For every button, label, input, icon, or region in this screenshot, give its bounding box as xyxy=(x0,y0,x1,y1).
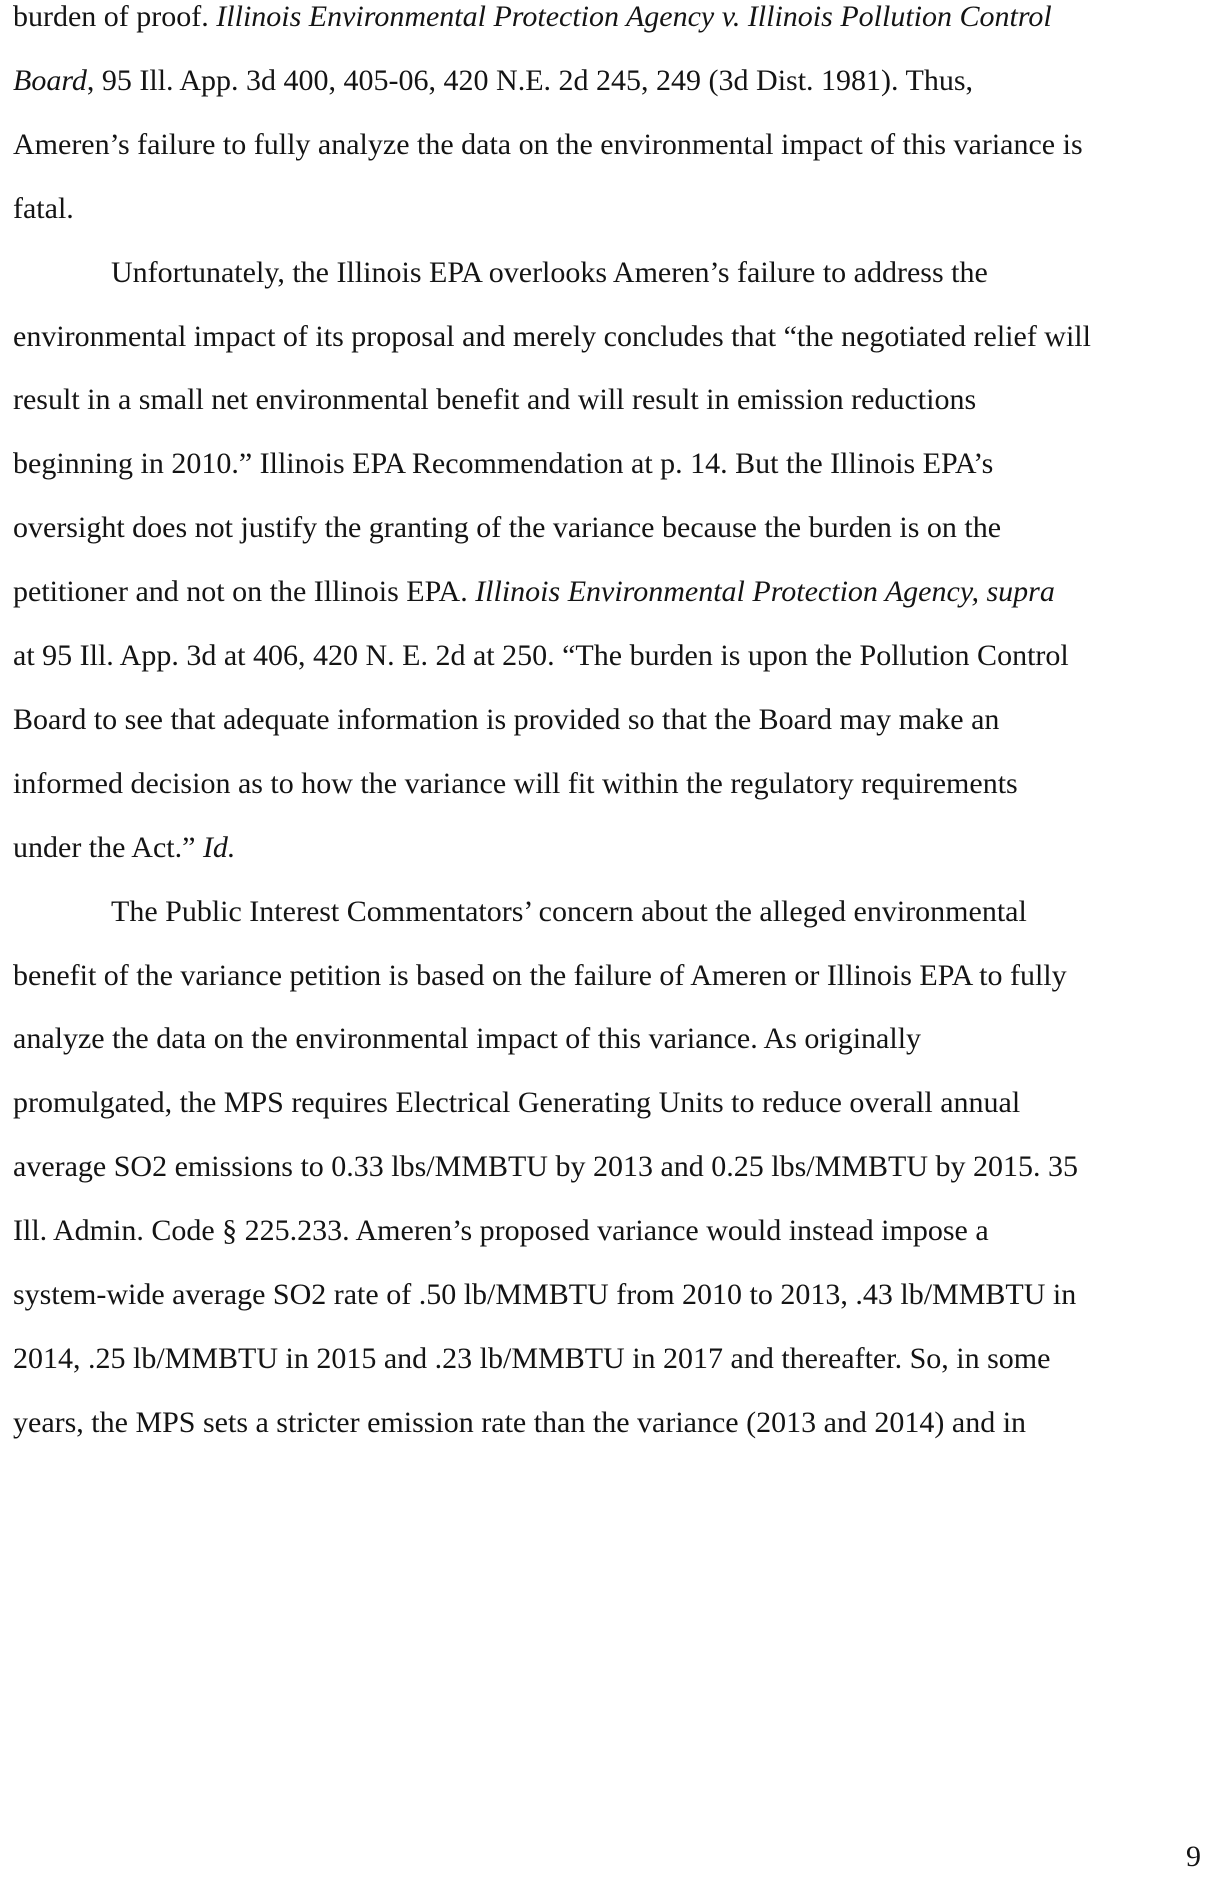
text-segment: oversight does not justify the granting of the variance because the burden is on the xyxy=(13,511,1002,544)
text-line xyxy=(13,1406,1026,1440)
italic-citation: Id. xyxy=(202,831,236,864)
text-line xyxy=(13,703,999,737)
text-line xyxy=(111,256,988,290)
page-number: 9 xyxy=(1186,1840,1201,1873)
text-line xyxy=(13,959,1067,993)
text-line xyxy=(13,383,976,417)
text-segment: , 95 Ill. App. 3d 400, 405-06, 420 N.E. 2d 245, 249 (3d Dist. 1981). Thus, xyxy=(86,64,973,97)
text-line xyxy=(13,1086,1020,1120)
text-line xyxy=(13,1022,921,1056)
text-line xyxy=(111,895,1027,929)
text-line xyxy=(13,1214,989,1248)
text-segment: Ameren’s failure to fully analyze the data on the environmental impact of this variance is xyxy=(13,128,1083,161)
text-line xyxy=(13,192,74,226)
text-line xyxy=(13,0,1052,34)
text-segment: analyze the data on the environmental impact of this variance. As originally xyxy=(13,1022,922,1055)
text-segment: benefit of the variance petition is based on the failure of Ameren or Illinois EPA to fully xyxy=(13,959,1067,992)
text-segment: burden of proof. xyxy=(13,0,217,33)
text-segment: fatal. xyxy=(13,192,74,225)
text-segment: years, the MPS sets a stricter emission rate than the variance (2013 and 2014) and in xyxy=(13,1406,1027,1439)
text-segment: at 95 Ill. App. 3d at 406, 420 N. E. 2d at 250. “The burden is upon the Pollution Control xyxy=(13,639,1069,672)
text-line xyxy=(13,639,1069,673)
text-line xyxy=(13,128,1083,162)
text-line xyxy=(13,320,1091,354)
text-segment: 2014, .25 lb/MMBTU in 2015 and .23 lb/MMBTU in 2017 and thereafter. So, in some xyxy=(13,1342,1051,1375)
text-line xyxy=(13,64,973,98)
text-segment: Board to see that adequate information is provided so that the Board may make an xyxy=(13,703,1000,736)
text-segment: Unfortunately, the Illinois EPA overlooks Ameren’s failure to address the xyxy=(111,256,988,289)
text-line xyxy=(13,1150,1078,1184)
italic-citation: Illinois Environmental Protection Agency, supra xyxy=(475,575,1055,608)
text-segment: The Public Interest Commentators’ concern about the alleged environmental xyxy=(111,895,1027,928)
text-line xyxy=(13,831,235,865)
text-line xyxy=(13,511,1001,545)
text-line xyxy=(13,575,1055,609)
text-line xyxy=(13,1342,1050,1376)
text-segment: beginning in 2010.” Illinois EPA Recommendation at p. 14. But the Illinois EPA’s xyxy=(13,447,994,480)
text-segment: average SO2 emissions to 0.33 lbs/MMBTU by 2013 and 0.25 lbs/MMBTU by 2015. 35 xyxy=(13,1150,1078,1183)
text-segment: environmental impact of its proposal and merely concludes that “the negotiated relief will xyxy=(13,320,1091,353)
text-segment: Ill. Admin. Code § 225.233. Ameren’s proposed variance would instead impose a xyxy=(13,1214,989,1247)
text-segment: promulgated, the MPS requires Electrical Generating Units to reduce overall annual xyxy=(13,1086,1021,1119)
text-segment: petitioner and not on the Illinois EPA. xyxy=(13,575,476,608)
text-segment: result in a small net environmental benefit and will result in emission reductions xyxy=(13,383,977,416)
text-segment: system-wide average SO2 rate of .50 lb/MMBTU from 2010 to 2013, .43 lb/MMBTU in xyxy=(13,1278,1077,1311)
text-line xyxy=(13,1278,1076,1312)
italic-citation: Illinois Environmental Protection Agency v. Illinois Pollution Control xyxy=(216,0,1052,33)
text-line xyxy=(13,767,1018,801)
text-segment: under the Act.” xyxy=(13,831,203,864)
italic-citation: Board xyxy=(13,64,87,97)
text-segment: informed decision as to how the variance will fit within the regulatory requirements xyxy=(13,767,1018,800)
text-line xyxy=(13,447,993,481)
